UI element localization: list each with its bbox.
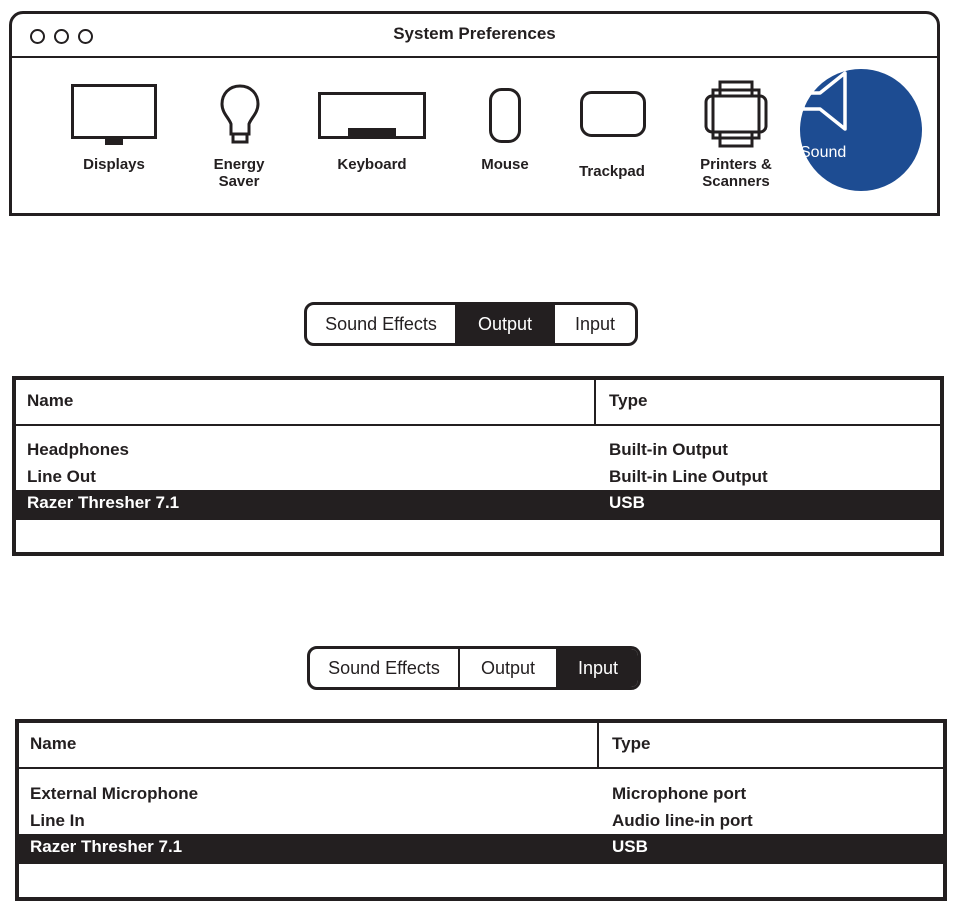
device-name: Line Out <box>27 467 96 486</box>
input-device-table <box>15 719 947 901</box>
table-row[interactable] <box>16 437 940 464</box>
device-name: Headphones <box>27 440 130 459</box>
table-row-selected[interactable] <box>19 834 943 864</box>
lightbulb-icon <box>220 84 260 146</box>
keyboard-icon <box>318 92 426 142</box>
speaker-icon <box>800 69 860 139</box>
mouse-icon <box>489 88 521 144</box>
sound-tabs-output-view <box>304 302 638 346</box>
device-type: Built-in Line Output <box>609 467 768 486</box>
pref-printers-scanners[interactable] <box>688 58 784 216</box>
table-header <box>16 380 940 426</box>
pref-label: Displays <box>83 156 145 173</box>
pref-label: Mouse <box>481 156 529 173</box>
pref-sound[interactable] <box>800 69 922 191</box>
printer-icon <box>702 80 770 148</box>
column-header-type[interactable]: Type <box>609 391 648 410</box>
tab-sound-effects[interactable]: Sound Effects <box>325 313 437 334</box>
column-divider <box>594 380 596 426</box>
sound-tabs-input-view <box>307 646 641 690</box>
tab-sound-effects[interactable]: Sound Effects <box>328 657 440 678</box>
device-name: External Microphone <box>30 784 199 803</box>
pref-trackpad[interactable] <box>568 58 656 216</box>
device-name: Razer Thresher 7.1 <box>27 493 180 512</box>
system-preferences-window <box>9 11 940 216</box>
pref-label: Energy Saver <box>213 156 265 190</box>
device-name: Line In <box>30 811 85 830</box>
table-row[interactable] <box>19 781 943 808</box>
device-type: Audio line-in port <box>612 811 753 830</box>
column-divider <box>597 723 599 769</box>
tab-input[interactable]: Input <box>556 649 638 687</box>
table-row[interactable] <box>16 464 940 491</box>
tab-output[interactable]: Output <box>455 305 553 343</box>
pref-displays[interactable] <box>68 58 160 216</box>
pref-energy-saver[interactable] <box>204 58 274 216</box>
pref-mouse[interactable] <box>470 58 540 216</box>
window-title: System Preferences <box>393 24 556 43</box>
table-row[interactable] <box>19 808 943 835</box>
tab-output[interactable]: Output <box>458 649 556 687</box>
device-type: Built-in Output <box>609 440 728 459</box>
device-type: USB <box>609 493 645 512</box>
table-header <box>19 723 943 769</box>
pref-label: Sound <box>800 144 847 161</box>
device-type: USB <box>612 837 648 856</box>
display-icon <box>71 84 157 148</box>
pref-label: Keyboard <box>337 156 407 173</box>
device-type: Microphone port <box>612 784 747 803</box>
pref-label: Trackpad <box>579 163 645 180</box>
tab-input[interactable]: Input <box>553 305 635 343</box>
title-bar <box>12 14 937 58</box>
device-name: Razer Thresher 7.1 <box>30 837 183 856</box>
column-header-name[interactable]: Name <box>30 734 77 753</box>
column-header-type[interactable]: Type <box>612 734 651 753</box>
table-row-selected[interactable] <box>16 490 940 520</box>
pref-label: Printers & Scanners <box>700 156 772 190</box>
output-device-table <box>12 376 944 556</box>
pref-keyboard[interactable] <box>316 58 428 216</box>
trackpad-icon <box>580 91 646 137</box>
column-header-name[interactable]: Name <box>27 391 74 410</box>
